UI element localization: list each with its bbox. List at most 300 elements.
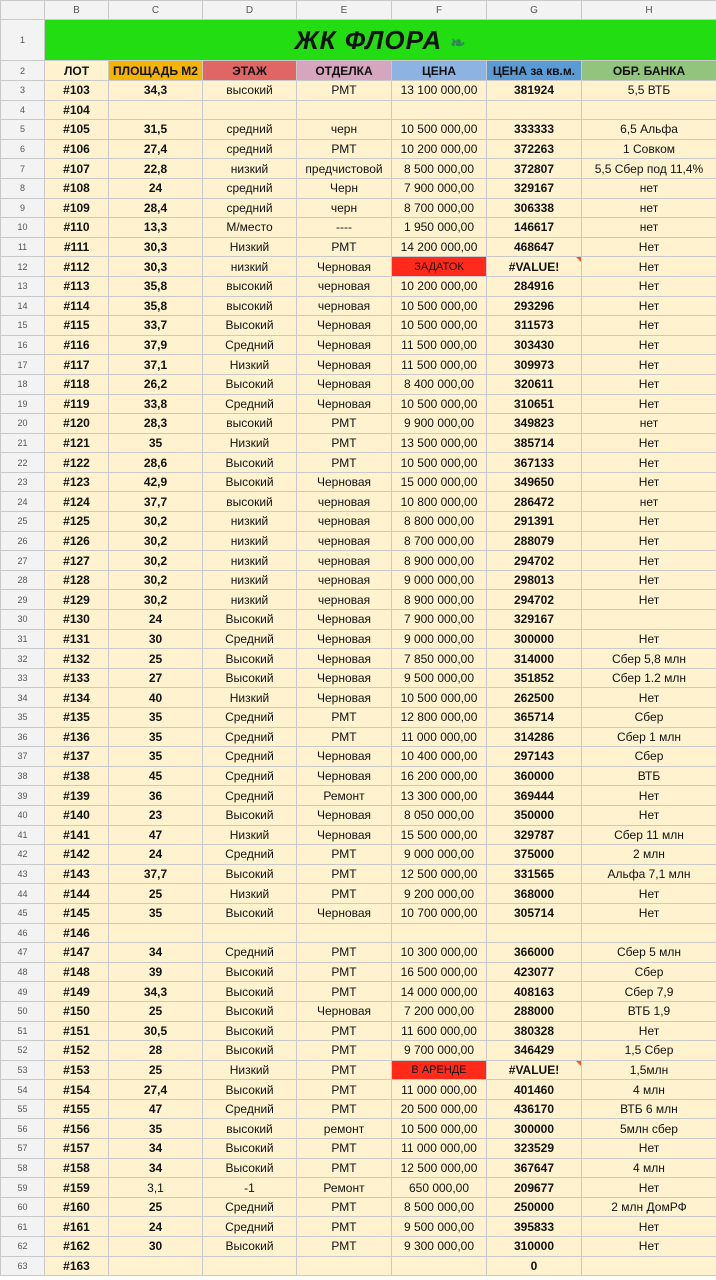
lot-cell[interactable]: #133 [45, 668, 109, 688]
price-cell[interactable]: 7 200 000,00 [392, 1001, 487, 1021]
row-number[interactable]: 51 [1, 1021, 45, 1041]
area-cell[interactable]: 35 [109, 727, 203, 747]
row-number[interactable]: 47 [1, 943, 45, 963]
price-cell[interactable]: 10 300 000,00 [392, 943, 487, 963]
floor-cell[interactable]: Высокий [203, 903, 297, 923]
bank-cell[interactable]: Нет [582, 590, 716, 610]
bank-cell[interactable]: Нет [582, 472, 716, 492]
row-number[interactable]: 58 [1, 1158, 45, 1178]
price-per-m2-cell[interactable]: 250000 [487, 1197, 582, 1217]
price-per-m2-cell[interactable]: 303430 [487, 335, 582, 355]
floor-cell[interactable]: средний [203, 139, 297, 159]
bank-cell[interactable]: Нет [582, 903, 716, 923]
price-cell[interactable]: 1 950 000,00 [392, 218, 487, 238]
area-cell[interactable]: 34,3 [109, 982, 203, 1002]
price-per-m2-cell[interactable]: 333333 [487, 120, 582, 140]
price-per-m2-cell[interactable]: 381924 [487, 81, 582, 101]
area-cell[interactable]: 37,7 [109, 492, 203, 512]
price-cell[interactable]: 10 500 000,00 [392, 316, 487, 336]
price-cell[interactable]: 8 700 000,00 [392, 531, 487, 551]
price-cell[interactable]: 12 500 000,00 [392, 864, 487, 884]
finish-cell[interactable]: Черновая [297, 747, 392, 767]
row-number[interactable]: 24 [1, 492, 45, 512]
area-cell[interactable]: 35 [109, 747, 203, 767]
finish-cell[interactable]: Черновая [297, 825, 392, 845]
finish-cell[interactable]: черновая [297, 296, 392, 316]
price-cell[interactable]: 8 400 000,00 [392, 374, 487, 394]
area-cell[interactable]: 30,5 [109, 1021, 203, 1041]
floor-cell[interactable]: средний [203, 120, 297, 140]
area-cell[interactable]: 33,8 [109, 394, 203, 414]
floor-cell[interactable]: Высокий [203, 982, 297, 1002]
bank-cell[interactable]: 2 млн [582, 845, 716, 865]
finish-cell[interactable]: РМТ [297, 1099, 392, 1119]
row-number[interactable]: 39 [1, 786, 45, 806]
area-cell[interactable]: 28,6 [109, 453, 203, 473]
row-number[interactable]: 52 [1, 1041, 45, 1061]
bank-cell[interactable]: Нет [582, 316, 716, 336]
row-number[interactable]: 54 [1, 1080, 45, 1100]
floor-cell[interactable]: Высокий [203, 668, 297, 688]
row-number[interactable]: 9 [1, 198, 45, 218]
lot-cell[interactable]: #150 [45, 1001, 109, 1021]
lot-cell[interactable]: #106 [45, 139, 109, 159]
floor-cell[interactable] [203, 923, 297, 943]
area-cell[interactable]: 30,2 [109, 512, 203, 532]
price-per-m2-cell[interactable]: 288079 [487, 531, 582, 551]
lot-cell[interactable]: #131 [45, 629, 109, 649]
floor-cell[interactable]: Высокий [203, 864, 297, 884]
price-per-m2-cell[interactable]: #VALUE! [487, 257, 582, 277]
lot-cell[interactable]: #147 [45, 943, 109, 963]
finish-cell[interactable]: черновая [297, 276, 392, 296]
lot-cell[interactable]: #103 [45, 81, 109, 101]
bank-cell[interactable]: ВТБ 1,9 [582, 1001, 716, 1021]
bank-cell[interactable]: Сбер [582, 962, 716, 982]
price-per-m2-cell[interactable]: #VALUE! [487, 1060, 582, 1080]
area-cell[interactable]: 35 [109, 1119, 203, 1139]
bank-cell[interactable]: Нет [582, 512, 716, 532]
row-number[interactable]: 48 [1, 962, 45, 982]
finish-cell[interactable]: РМТ [297, 845, 392, 865]
lot-cell[interactable]: #119 [45, 394, 109, 414]
lot-cell[interactable]: #110 [45, 218, 109, 238]
area-cell[interactable]: 28,4 [109, 198, 203, 218]
area-cell[interactable]: 37,1 [109, 355, 203, 375]
floor-cell[interactable]: Низкий [203, 433, 297, 453]
lot-cell[interactable]: #105 [45, 120, 109, 140]
column-letter[interactable]: G [487, 1, 582, 20]
price-cell[interactable]: 8 500 000,00 [392, 1197, 487, 1217]
row-number[interactable]: 30 [1, 610, 45, 630]
price-cell[interactable]: 11 500 000,00 [392, 335, 487, 355]
finish-cell[interactable]: ---- [297, 218, 392, 238]
price-per-m2-cell[interactable]: 385714 [487, 433, 582, 453]
row-number[interactable]: 31 [1, 629, 45, 649]
price-cell[interactable]: 9 200 000,00 [392, 884, 487, 904]
price-cell[interactable]: 9 900 000,00 [392, 414, 487, 434]
bank-cell[interactable]: 1 Совком [582, 139, 716, 159]
row-number[interactable]: 44 [1, 884, 45, 904]
lot-cell[interactable]: #163 [45, 1256, 109, 1276]
column-header-3[interactable]: ЭТАЖ [203, 61, 297, 81]
bank-cell[interactable]: Нет [582, 1021, 716, 1041]
price-cell[interactable]: 8 900 000,00 [392, 590, 487, 610]
area-cell[interactable]: 35 [109, 903, 203, 923]
lot-cell[interactable]: #129 [45, 590, 109, 610]
select-all-corner[interactable] [1, 1, 45, 20]
price-cell[interactable]: 7 900 000,00 [392, 178, 487, 198]
price-cell[interactable]: 9 500 000,00 [392, 1217, 487, 1237]
column-header-4[interactable]: ОТДЕЛКА [297, 61, 392, 81]
area-cell[interactable]: 13,3 [109, 218, 203, 238]
lot-cell[interactable]: #130 [45, 610, 109, 630]
row-number[interactable]: 41 [1, 825, 45, 845]
row-number[interactable]: 11 [1, 237, 45, 257]
finish-cell[interactable]: РМТ [297, 237, 392, 257]
price-per-m2-cell[interactable]: 310651 [487, 394, 582, 414]
floor-cell[interactable]: Средний [203, 943, 297, 963]
finish-cell[interactable]: черновая [297, 512, 392, 532]
floor-cell[interactable]: высокий [203, 296, 297, 316]
finish-cell[interactable]: Черновая [297, 668, 392, 688]
column-header-5[interactable]: ЦЕНА [392, 61, 487, 81]
lot-cell[interactable]: #152 [45, 1041, 109, 1061]
area-cell[interactable]: 35 [109, 433, 203, 453]
bank-cell[interactable]: Нет [582, 531, 716, 551]
bank-cell[interactable]: Сбер [582, 708, 716, 728]
finish-cell[interactable]: Черн [297, 178, 392, 198]
finish-cell[interactable]: РМТ [297, 1158, 392, 1178]
bank-cell[interactable]: Нет [582, 257, 716, 277]
floor-cell[interactable]: Высокий [203, 1021, 297, 1041]
price-per-m2-cell[interactable] [487, 100, 582, 120]
bank-cell[interactable]: Нет [582, 1237, 716, 1257]
price-per-m2-cell[interactable]: 297143 [487, 747, 582, 767]
lot-cell[interactable]: #112 [45, 257, 109, 277]
bank-cell[interactable]: ВТБ 6 млн [582, 1099, 716, 1119]
lot-cell[interactable]: #128 [45, 570, 109, 590]
price-per-m2-cell[interactable]: 298013 [487, 570, 582, 590]
area-cell[interactable]: 36 [109, 786, 203, 806]
row-number[interactable]: 53 [1, 1060, 45, 1080]
lot-cell[interactable]: #136 [45, 727, 109, 747]
bank-cell[interactable]: 4 млн [582, 1158, 716, 1178]
area-cell[interactable]: 35,8 [109, 296, 203, 316]
floor-cell[interactable]: Высокий [203, 1041, 297, 1061]
price-cell[interactable]: 15 500 000,00 [392, 825, 487, 845]
floor-cell[interactable]: низкий [203, 257, 297, 277]
area-cell[interactable]: 37,9 [109, 335, 203, 355]
floor-cell[interactable]: М/место [203, 218, 297, 238]
bank-cell[interactable]: Нет [582, 394, 716, 414]
bank-cell[interactable]: 1,5млн [582, 1060, 716, 1080]
row-number[interactable]: 42 [1, 845, 45, 865]
floor-cell[interactable]: низкий [203, 159, 297, 179]
bank-cell[interactable]: Нет [582, 1178, 716, 1198]
bank-cell[interactable]: нет [582, 198, 716, 218]
row-number[interactable]: 50 [1, 1001, 45, 1021]
row-number[interactable]: 45 [1, 903, 45, 923]
row-number[interactable]: 12 [1, 257, 45, 277]
finish-cell[interactable]: РМТ [297, 884, 392, 904]
bank-cell[interactable]: Нет [582, 374, 716, 394]
price-per-m2-cell[interactable]: 423077 [487, 962, 582, 982]
row-number[interactable]: 57 [1, 1139, 45, 1159]
area-cell[interactable]: 25 [109, 1197, 203, 1217]
bank-cell[interactable] [582, 100, 716, 120]
price-per-m2-cell[interactable]: 380328 [487, 1021, 582, 1041]
area-cell[interactable] [109, 100, 203, 120]
area-cell[interactable]: 25 [109, 1001, 203, 1021]
floor-cell[interactable]: Высокий [203, 374, 297, 394]
row-number[interactable]: 46 [1, 923, 45, 943]
area-cell[interactable]: 33,7 [109, 316, 203, 336]
bank-cell[interactable]: Сбер 5,8 млн [582, 649, 716, 669]
row-number[interactable]: 49 [1, 982, 45, 1002]
lot-cell[interactable]: #104 [45, 100, 109, 120]
bank-cell[interactable] [582, 923, 716, 943]
floor-cell[interactable]: высокий [203, 81, 297, 101]
price-cell[interactable]: 9 300 000,00 [392, 1237, 487, 1257]
price-cell[interactable]: 11 000 000,00 [392, 727, 487, 747]
area-cell[interactable]: 30,2 [109, 570, 203, 590]
finish-cell[interactable]: предчистовой [297, 159, 392, 179]
row-number[interactable]: 28 [1, 570, 45, 590]
price-per-m2-cell[interactable]: 146617 [487, 218, 582, 238]
area-cell[interactable]: 27,4 [109, 1080, 203, 1100]
column-letter[interactable]: C [109, 1, 203, 20]
bank-cell[interactable]: 6,5 Альфа [582, 120, 716, 140]
area-cell[interactable]: 47 [109, 825, 203, 845]
lot-cell[interactable]: #141 [45, 825, 109, 845]
price-per-m2-cell[interactable]: 294702 [487, 590, 582, 610]
lot-cell[interactable]: #108 [45, 178, 109, 198]
floor-cell[interactable]: Средний [203, 845, 297, 865]
finish-cell[interactable]: черновая [297, 590, 392, 610]
bank-cell[interactable]: Нет [582, 296, 716, 316]
bank-cell[interactable] [582, 610, 716, 630]
lot-cell[interactable]: #115 [45, 316, 109, 336]
row-number[interactable]: 3 [1, 81, 45, 101]
price-cell[interactable]: 16 500 000,00 [392, 962, 487, 982]
lot-cell[interactable]: #107 [45, 159, 109, 179]
bank-cell[interactable]: Нет [582, 1139, 716, 1159]
row-number[interactable]: 2 [1, 61, 45, 81]
bank-cell[interactable]: Нет [582, 276, 716, 296]
finish-cell[interactable]: черновая [297, 531, 392, 551]
area-cell[interactable]: 28 [109, 1041, 203, 1061]
finish-cell[interactable]: Ремонт [297, 786, 392, 806]
floor-cell[interactable]: низкий [203, 512, 297, 532]
price-per-m2-cell[interactable]: 346429 [487, 1041, 582, 1061]
bank-cell[interactable]: Альфа 7,1 млн [582, 864, 716, 884]
area-cell[interactable]: 24 [109, 610, 203, 630]
area-cell[interactable]: 34,3 [109, 81, 203, 101]
price-per-m2-cell[interactable]: 310000 [487, 1237, 582, 1257]
lot-cell[interactable]: #160 [45, 1197, 109, 1217]
lot-cell[interactable]: #154 [45, 1080, 109, 1100]
lot-cell[interactable]: #127 [45, 551, 109, 571]
finish-cell[interactable]: Черновая [297, 394, 392, 414]
finish-cell[interactable]: черновая [297, 551, 392, 571]
floor-cell[interactable]: высокий [203, 1119, 297, 1139]
bank-cell[interactable]: Нет [582, 551, 716, 571]
area-cell[interactable]: 30,2 [109, 590, 203, 610]
floor-cell[interactable]: Средний [203, 766, 297, 786]
bank-cell[interactable]: Нет [582, 786, 716, 806]
price-cell[interactable]: 7 900 000,00 [392, 610, 487, 630]
row-number[interactable]: 4 [1, 100, 45, 120]
price-cell[interactable]: 7 850 000,00 [392, 649, 487, 669]
area-cell[interactable] [109, 923, 203, 943]
price-per-m2-cell[interactable]: 349823 [487, 414, 582, 434]
price-per-m2-cell[interactable]: 372807 [487, 159, 582, 179]
price-per-m2-cell[interactable]: 309973 [487, 355, 582, 375]
lot-cell[interactable]: #125 [45, 512, 109, 532]
area-cell[interactable]: 24 [109, 178, 203, 198]
area-cell[interactable]: 47 [109, 1099, 203, 1119]
column-letter[interactable]: H [582, 1, 716, 20]
lot-cell[interactable]: #137 [45, 747, 109, 767]
lot-cell[interactable]: #140 [45, 805, 109, 825]
lot-cell[interactable]: #117 [45, 355, 109, 375]
price-per-m2-cell[interactable]: 367647 [487, 1158, 582, 1178]
bank-cell[interactable]: Нет [582, 335, 716, 355]
finish-cell[interactable]: РМТ [297, 414, 392, 434]
area-cell[interactable]: 30,2 [109, 531, 203, 551]
price-per-m2-cell[interactable]: 365714 [487, 708, 582, 728]
row-number[interactable]: 10 [1, 218, 45, 238]
finish-cell[interactable]: РМТ [297, 727, 392, 747]
lot-cell[interactable]: #159 [45, 1178, 109, 1198]
row-number[interactable]: 17 [1, 355, 45, 375]
bank-cell[interactable]: 4 млн [582, 1080, 716, 1100]
lot-cell[interactable]: #153 [45, 1060, 109, 1080]
bank-cell[interactable]: Нет [582, 570, 716, 590]
floor-cell[interactable]: Низкий [203, 884, 297, 904]
floor-cell[interactable]: Средний [203, 394, 297, 414]
price-per-m2-cell[interactable]: 375000 [487, 845, 582, 865]
area-cell[interactable]: 28,3 [109, 414, 203, 434]
floor-cell[interactable]: Высокий [203, 1158, 297, 1178]
price-per-m2-cell[interactable]: 314000 [487, 649, 582, 669]
lot-cell[interactable]: #132 [45, 649, 109, 669]
price-cell[interactable]: 11 500 000,00 [392, 355, 487, 375]
row-number[interactable]: 13 [1, 276, 45, 296]
finish-cell[interactable]: Черновая [297, 629, 392, 649]
floor-cell[interactable]: низкий [203, 531, 297, 551]
finish-cell[interactable]: Черновая [297, 688, 392, 708]
price-cell[interactable]: 8 050 000,00 [392, 805, 487, 825]
lot-cell[interactable]: #126 [45, 531, 109, 551]
price-per-m2-cell[interactable]: 401460 [487, 1080, 582, 1100]
bank-cell[interactable]: Сбер 7,9 [582, 982, 716, 1002]
bank-cell[interactable]: нет [582, 414, 716, 434]
finish-cell[interactable]: РМТ [297, 433, 392, 453]
area-cell[interactable]: 3,1 [109, 1178, 203, 1198]
floor-cell[interactable]: высокий [203, 492, 297, 512]
row-number[interactable]: 59 [1, 1178, 45, 1198]
price-cell[interactable]: 14 200 000,00 [392, 237, 487, 257]
finish-cell[interactable] [297, 923, 392, 943]
finish-cell[interactable] [297, 100, 392, 120]
bank-cell[interactable]: Нет [582, 237, 716, 257]
row-number[interactable]: 14 [1, 296, 45, 316]
price-cell[interactable]: 8 900 000,00 [392, 551, 487, 571]
column-letter[interactable]: E [297, 1, 392, 20]
price-cell[interactable]: 10 200 000,00 [392, 139, 487, 159]
price-per-m2-cell[interactable]: 369444 [487, 786, 582, 806]
area-cell[interactable]: 34 [109, 1139, 203, 1159]
finish-cell[interactable]: РМТ [297, 81, 392, 101]
area-cell[interactable]: 35,8 [109, 276, 203, 296]
price-per-m2-cell[interactable]: 300000 [487, 629, 582, 649]
row-number[interactable]: 26 [1, 531, 45, 551]
row-number[interactable]: 56 [1, 1119, 45, 1139]
bank-cell[interactable]: 2 млн ДомРФ [582, 1197, 716, 1217]
floor-cell[interactable]: Низкий [203, 237, 297, 257]
row-number[interactable]: 34 [1, 688, 45, 708]
lot-cell[interactable]: #162 [45, 1237, 109, 1257]
area-cell[interactable]: 30,3 [109, 257, 203, 277]
finish-cell[interactable]: РМТ [297, 943, 392, 963]
floor-cell[interactable]: Низкий [203, 825, 297, 845]
lot-cell[interactable]: #144 [45, 884, 109, 904]
bank-cell[interactable]: Сбер 1 млн [582, 727, 716, 747]
lot-cell[interactable]: #121 [45, 433, 109, 453]
finish-cell[interactable]: Черновая [297, 257, 392, 277]
finish-cell[interactable]: РМТ [297, 982, 392, 1002]
lot-cell[interactable]: #111 [45, 237, 109, 257]
bank-cell[interactable]: ВТБ [582, 766, 716, 786]
price-cell[interactable]: 12 500 000,00 [392, 1158, 487, 1178]
finish-cell[interactable]: Черновая [297, 903, 392, 923]
area-cell[interactable]: 24 [109, 1217, 203, 1237]
finish-cell[interactable]: Черновая [297, 374, 392, 394]
finish-cell[interactable]: Черновая [297, 649, 392, 669]
price-cell[interactable]: 11 000 000,00 [392, 1139, 487, 1159]
price-per-m2-cell[interactable]: 288000 [487, 1001, 582, 1021]
finish-cell[interactable]: РМТ [297, 708, 392, 728]
bank-cell[interactable]: Сбер 11 млн [582, 825, 716, 845]
bank-cell[interactable]: Нет [582, 1217, 716, 1237]
row-number[interactable]: 29 [1, 590, 45, 610]
finish-cell[interactable]: Черновая [297, 610, 392, 630]
finish-cell[interactable]: РМТ [297, 1237, 392, 1257]
bank-cell[interactable]: Сбер 1.2 млн [582, 668, 716, 688]
finish-cell[interactable]: РМТ [297, 864, 392, 884]
column-letter[interactable]: F [392, 1, 487, 20]
price-per-m2-cell[interactable]: 306338 [487, 198, 582, 218]
finish-cell[interactable]: РМТ [297, 1139, 392, 1159]
floor-cell[interactable]: Средний [203, 1099, 297, 1119]
area-cell[interactable]: 24 [109, 845, 203, 865]
lot-cell[interactable]: #151 [45, 1021, 109, 1041]
area-cell[interactable]: 31,5 [109, 120, 203, 140]
bank-cell[interactable]: Сбер 5 млн [582, 943, 716, 963]
row-number[interactable]: 37 [1, 747, 45, 767]
price-cell[interactable]: 10 400 000,00 [392, 747, 487, 767]
column-header-7[interactable]: ОБР. БАНКА [582, 61, 716, 81]
area-cell[interactable]: 30,3 [109, 237, 203, 257]
floor-cell[interactable]: высокий [203, 276, 297, 296]
floor-cell[interactable]: Средний [203, 786, 297, 806]
price-per-m2-cell[interactable]: 209677 [487, 1178, 582, 1198]
column-letter[interactable]: B [45, 1, 109, 20]
bank-cell[interactable]: Нет [582, 884, 716, 904]
floor-cell[interactable]: -1 [203, 1178, 297, 1198]
